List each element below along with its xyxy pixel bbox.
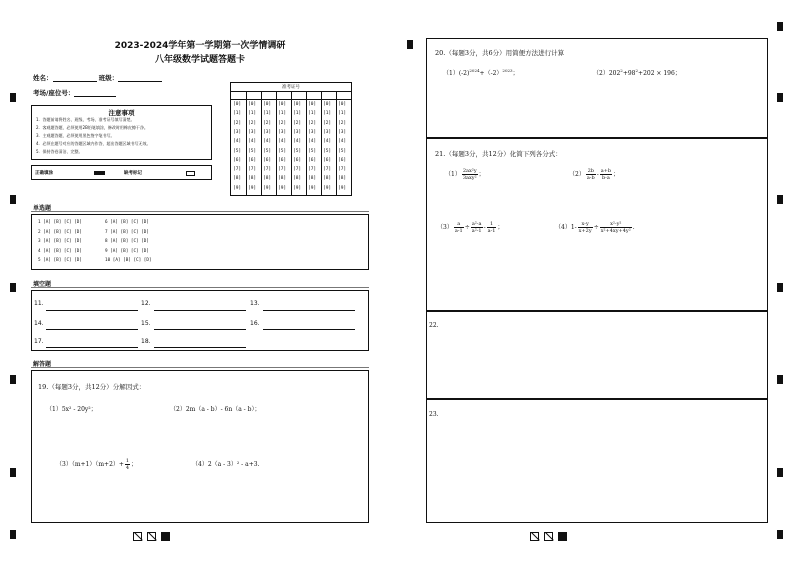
section-fill-blank: 填空题 [33,281,52,288]
exam-id-bubble[interactable]: [9] [338,185,347,191]
exam-id-bubble[interactable]: [3] [338,129,347,135]
exam-id-bubble[interactable]: [5] [338,148,347,154]
registration-mark [777,530,783,539]
exam-id-bubble[interactable]: [7] [308,167,317,173]
exam-id-grid [230,82,352,196]
exam-id-bubble[interactable]: [3] [233,129,242,135]
blank-12-line[interactable] [154,310,246,311]
exam-id-bubble[interactable]: [1] [263,111,272,117]
exam-id-bubble[interactable]: [9] [323,185,332,191]
exam-id-bubble[interactable]: [6] [323,157,332,163]
q21-part4: （4）1- $\frac{x-y}{x+2y}$ ÷ $\frac{\text{x²-y²}}{\text{x²+4xy+4y²}}$ . [555,221,635,234]
q22-label: 22. [429,322,439,329]
exam-id-bubble[interactable]: [2] [338,120,347,126]
exam-id-bubble[interactable]: [0] [248,102,257,107]
q21-part2: （2） $\frac{2b}{a-b}$ - $\frac{a+b}{b-a}$ ； [569,168,620,181]
exam-id-bubble[interactable]: [3] [278,129,287,135]
exam-id-bubble[interactable]: [0] [323,102,332,107]
registration-mark [407,40,413,49]
exam-id-bubble[interactable]: [1] [323,111,332,117]
q19-part3: （3）（m+1）（m+2）+ $\frac{1}{4}$ ； [56,458,138,471]
exam-id-bubble[interactable]: [7] [233,167,242,173]
blank-number: 12. [141,300,151,307]
exam-id-bubble[interactable]: [8] [293,176,302,182]
exam-id-bubble[interactable]: [3] [293,129,302,135]
exam-id-bubble[interactable]: [3] [263,129,272,135]
exam-id-bubble[interactable]: [4] [248,139,257,145]
exam-id-bubble[interactable]: [1] [248,111,257,117]
exam-id-bubble[interactable]: [3] [248,129,257,135]
page-subtitle: 八年级数学试题答题卡 [154,55,245,65]
blank-number: 14. [34,320,44,327]
mc-question-row[interactable]: 5 [A] [B] [C] [D] [38,258,82,264]
registration-mark [10,375,16,384]
exam-id-bubble[interactable]: [7] [248,167,257,173]
exam-id-bubble[interactable]: [8] [263,176,272,182]
exam-id-bubble[interactable]: [9] [308,185,317,191]
exam-id-bubble[interactable]: [9] [293,185,302,191]
exam-id-bubble[interactable]: [4] [263,139,272,145]
exam-id-bubble[interactable]: [6] [278,157,287,163]
exam-id-bubble[interactable]: [0] [263,102,272,107]
registration-mark [777,93,783,102]
registration-mark [10,530,16,539]
blank-number: 18. [141,338,151,345]
registration-mark [10,468,16,477]
section-answer: 解答题 [33,361,52,368]
registration-mark [777,283,783,292]
page-mark-crossed [133,532,142,541]
exam-id-bubble[interactable]: [8] [323,176,332,182]
q23-answer-box[interactable] [426,399,768,523]
q21-part3: （3） $\frac{a}{a-1}$ ÷ $\frac{\text{a²-a}}{\text{a²-1}}$ - $\frac{1}{a-1}$ ； [437,221,504,234]
exam-id-bubble[interactable]: [9] [233,185,242,191]
mc-question-row[interactable]: 3 [A] [B] [C] [D] [38,239,82,245]
page-mark-filled [161,532,170,541]
blank-17-line[interactable] [46,347,138,348]
q21-part1: （1） $\frac{\text{2ax²y}}{\text{3axy²}}$ ； [445,168,485,181]
blank-18-line[interactable] [154,347,246,348]
blank-number: 11. [34,300,44,307]
exam-id-bubble[interactable]: [6] [263,157,272,163]
q20-part1: $(1)(-2)^{2024}+(-2)^{2023}$； [443,68,519,77]
page-mark-crossed [530,532,539,541]
exam-id-bubble[interactable]: [0] [293,102,302,107]
q19-part1: （1）5x² - 20y²； [46,406,97,413]
q19-answer-box[interactable] [31,370,369,523]
blank-14-line[interactable] [46,329,138,330]
class-label: 班级： [98,74,119,82]
exam-id-bubble[interactable]: [1] [233,111,242,117]
missing-mark-checkbox[interactable] [186,171,195,176]
exam-id-bubble[interactable]: [6] [308,157,317,163]
exam-id-bubble[interactable]: [2] [308,120,317,126]
exam-id-bubble[interactable]: [8] [338,176,347,182]
exam-id-bubble[interactable]: [2] [323,120,332,126]
notice-title: 注意事项 [108,109,135,117]
exam-id-bubble[interactable]: [0] [233,102,242,107]
mc-question-row[interactable]: 9 [A] [B] [C] [D] [105,248,149,254]
q19-title: 19.（每题3分，共12分）分解因式： [38,383,146,391]
blank-number: 17. [34,338,44,345]
page-mark-crossed [147,532,156,541]
name-field[interactable] [33,73,162,82]
notice-line: 3．主观题答题，必须使用黑色签字笔书写。 [36,133,115,138]
exam-id-bubble[interactable]: [1] [293,111,302,117]
exam-id-bubble[interactable]: [4] [233,139,242,145]
exam-id-bubble[interactable]: [8] [278,176,287,182]
section-single-choice: 单选题 [33,205,52,212]
correct-fill-sample [94,171,105,175]
mc-question-row[interactable]: 6 [A] [B] [C] [D] [105,220,149,225]
q20-answer-box[interactable] [426,38,768,138]
blank-13-line[interactable] [263,310,355,311]
blank-16-line[interactable] [263,329,355,330]
q20-part2: $(2)202^2+98^2+202 \times 196$； [593,68,681,77]
registration-mark [777,375,783,384]
mc-question-row[interactable]: 4 [A] [B] [C] [D] [38,248,82,254]
exam-id-bubble[interactable]: [7] [293,167,302,173]
exam-id-bubble[interactable]: [5] [278,148,287,154]
q19-part4: （4）2（a - 3）² - a+3. [192,461,260,468]
exam-id-bubble[interactable]: [5] [293,148,302,154]
mc-question-row[interactable]: 8 [A] [B] [C] [D] [105,239,149,245]
exam-id-bubble[interactable]: [2] [248,120,257,126]
exam-id-bubble[interactable]: [7] [323,167,332,173]
exam-id-bubble[interactable]: [8] [308,176,317,182]
exam-id-bubble[interactable]: [9] [248,185,257,191]
blank-number: 13. [250,300,260,307]
missing-mark-label: 缺考标记 [124,171,142,176]
exam-id-bubble[interactable]: [6] [233,157,242,163]
exam-id-bubble[interactable]: [5] [233,148,242,154]
exam-id-bubble[interactable]: [9] [278,185,287,191]
exam-id-bubble[interactable]: [8] [248,176,257,182]
blank-number: 15. [141,320,151,327]
exam-id-bubble[interactable]: [2] [293,120,302,126]
exam-id-bubble[interactable]: [4] [293,139,302,145]
notice-line: 4．必须在题号对应的答题区域内作答，超出答题区域书写无效。 [36,141,151,146]
single-choice-box [31,214,369,270]
seat-label: 考场/座位号： [33,89,75,97]
registration-mark [10,195,16,204]
correct-fill-label: 正确填涂 [35,171,53,176]
exam-id-bubble[interactable]: [5] [323,148,332,154]
exam-id-bubble[interactable]: [0] [338,102,347,107]
exam-id-bubble[interactable]: [5] [263,148,272,154]
exam-id-bubble[interactable]: [3] [323,129,332,135]
exam-id-bubble[interactable]: [7] [278,167,287,173]
exam-id-bubble[interactable]: [0] [308,102,317,107]
notice-line: 2．客观题答题，必须使用2B铅笔填涂，修改时用橡皮擦干净。 [36,125,148,130]
exam-id-bubble[interactable]: [6] [248,157,257,163]
q23-label: 23. [429,411,439,418]
exam-id-bubble[interactable]: [1] [278,111,287,117]
fill-blank-box [31,290,369,351]
registration-mark [10,93,16,102]
mc-question-row[interactable]: 10 [A] [B] [C] [D] [105,258,152,264]
exam-id-bubble[interactable]: [4] [308,139,317,145]
fill-sample-box [31,165,212,180]
exam-id-bubble[interactable]: [1] [308,111,317,117]
exam-id-bubble[interactable]: [2] [278,120,287,126]
blank-11-line[interactable] [46,310,138,311]
q19-part2: （2）2m（a - b）- 6n（a - b）； [170,406,261,413]
exam-id-bubble[interactable]: [4] [338,139,347,145]
page-mark-crossed [544,532,553,541]
exam-id-label: 准考证号 [282,85,300,90]
notice-line: 1．答题前请将姓名、班级、考场、准考证号填写清楚。 [36,117,135,122]
blank-number: 16. [250,320,260,327]
exam-id-bubble[interactable]: [5] [308,148,317,154]
q20-title: 20.（每题3分，共6分）用简便方法进行计算 [435,49,565,57]
page-mark-filled [558,532,567,541]
registration-mark [10,283,16,292]
mc-question-row[interactable]: 1 [A] [B] [C] [D] [38,220,82,225]
registration-mark [777,195,783,204]
exam-id-bubble[interactable]: [3] [308,129,317,135]
exam-id-bubble[interactable]: [4] [278,139,287,145]
exam-id-bubble[interactable]: [6] [338,157,347,163]
mc-question-row[interactable]: 7 [A] [B] [C] [D] [105,229,149,235]
exam-id-bubble[interactable]: [1] [338,111,347,117]
name-label: 姓名： [33,74,53,82]
exam-id-bubble[interactable]: [6] [293,157,302,163]
exam-id-bubble[interactable]: [2] [233,120,242,126]
exam-id-bubble[interactable]: [5] [248,148,257,154]
q21-answer-box[interactable] [426,138,768,311]
exam-id-bubble[interactable]: [8] [233,176,242,182]
exam-id-bubble[interactable]: [4] [323,139,332,145]
notice-line: 5．保持答卷清洁、完整。 [36,149,83,154]
registration-mark [777,22,783,31]
exam-id-bubble[interactable]: [7] [263,167,272,173]
notice-box [31,105,212,160]
exam-id-bubble[interactable]: [9] [263,185,272,191]
q22-answer-box[interactable] [426,311,768,399]
seat-field[interactable] [33,88,116,97]
mc-question-row[interactable]: 2 [A] [B] [C] [D] [38,229,82,235]
exam-id-bubble[interactable]: [2] [263,120,272,126]
q21-title: 21.（每题3分，共12分）化简下列各分式： [435,150,562,158]
exam-id-bubble[interactable]: [7] [338,167,347,173]
registration-mark [777,468,783,477]
blank-15-line[interactable] [154,329,246,330]
exam-id-bubble[interactable]: [0] [278,102,287,107]
page-title: 2023-2024学年第一学期第一次学情调研 [114,41,286,51]
